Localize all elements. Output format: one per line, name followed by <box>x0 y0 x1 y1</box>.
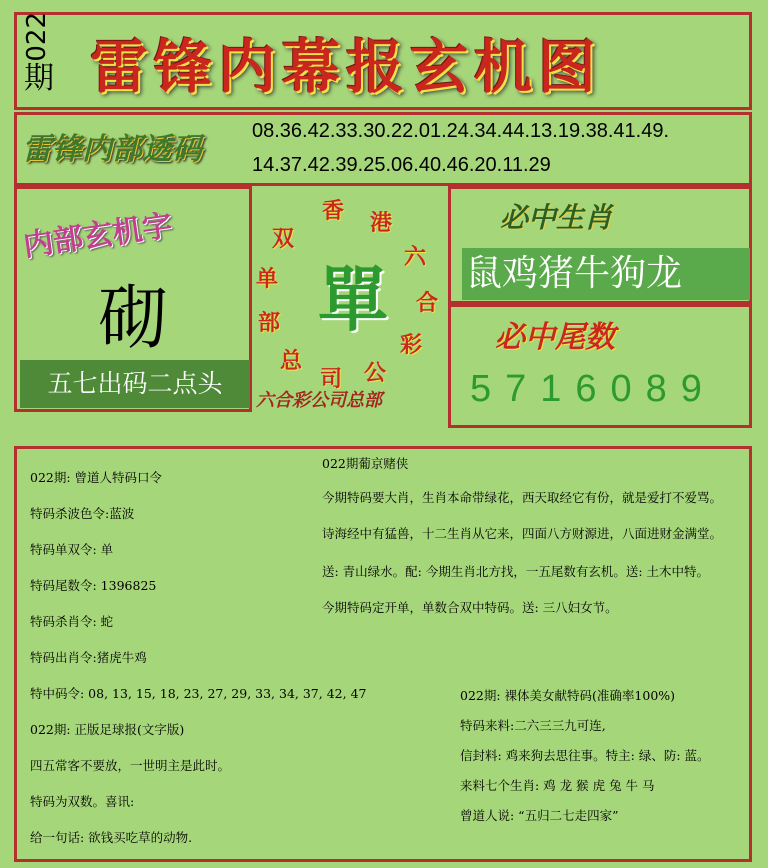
right-bottom-line: 曾道人说: “五归二七走四家” <box>460 808 619 823</box>
secret-character: 砌 <box>98 277 168 359</box>
right-bottom-line: 信封料: 鸡来狗去思往事。特主: 绿、防: 蓝。 <box>460 748 710 763</box>
tail-value: 5716089 <box>470 368 716 410</box>
ring-char: 六 <box>404 244 427 270</box>
ring-char: 双 <box>272 226 295 252</box>
secret-heading: 内部玄机字 <box>21 208 175 264</box>
left-line: 给一句话: 欲钱买吃草的动物. <box>30 830 193 845</box>
issue-label <box>24 12 64 108</box>
left-line: 特码单双令: 单 <box>30 542 114 557</box>
left-line: 特码尾数令: 1396825 <box>30 578 157 593</box>
ring-char: 合 <box>416 290 439 316</box>
left-line: 特码出肖令:猪虎牛鸡 <box>30 650 147 665</box>
ring-char: 香 <box>322 198 345 224</box>
ring-char: 部 <box>258 310 281 336</box>
numbers-line-2: 14.37.42.39.25.06.40.46.20.11.29 <box>252 154 551 176</box>
secret-phrase: 五七出码二点头 <box>20 360 250 408</box>
ring-char: 公 <box>364 360 387 386</box>
left-line: 特码杀波色令:蓝波 <box>30 506 135 521</box>
issue-number: 022 <box>22 12 52 62</box>
tail-heading: 必中尾数 <box>495 320 615 355</box>
center-big-char: 單 <box>318 258 388 341</box>
right-bottom-line: 来料七个生肖: 鸡 龙 猴 虎 兔 牛 马 <box>460 778 655 793</box>
issue-char: 期 <box>24 60 54 96</box>
right-bottom-line: 特码来料:二六三三九可连, <box>460 718 606 733</box>
left-line: 特中码令: 08, 13, 15, 18, 23, 27, 29, 33, 34, 37, 42, 47 <box>30 686 367 701</box>
numbers-line-1: 08.36.42.33.30.22.01.24.34.44.13.19.38.41.49. <box>252 120 670 142</box>
company-label: 六合彩公司总部 <box>256 390 382 411</box>
left-line: 特码为双数。喜讯: <box>30 794 135 809</box>
right-top-line: 诗海经中有猛兽，十二生肖从它来，四面八方财源进，八面进财金满堂。 <box>322 526 723 541</box>
left-line: 022期: 曾道人特码口令 <box>30 470 163 485</box>
ring-char: 司 <box>320 366 343 392</box>
left-line: 四五常客不要放，一世明主是此时。 <box>30 758 231 773</box>
numbers-label: 雷锋内部透码 <box>22 132 202 167</box>
page-title: 雷锋内幕报玄机图 <box>90 33 603 101</box>
left-line: 特码杀肖令: 蛇 <box>30 614 114 629</box>
ring-char: 总 <box>280 348 303 374</box>
right-bottom-line: 022期: 裸体美女献特码(准确率100%) <box>460 688 676 703</box>
zodiac-heading: 必中生肖 <box>500 201 613 234</box>
right-top-line: 022期葡京赌侠 <box>322 456 409 471</box>
right-top-line: 送: 青山绿水。配: 今期生肖北方找，一五尾数有玄机。送: 土木中特。 <box>322 564 710 579</box>
zodiac-value: 鼠鸡猪牛狗龙 <box>462 248 750 300</box>
ring-char: 港 <box>370 210 393 236</box>
right-top-line: 今期特码要大肖，生肖本命带绿花，西天取经它有份，就是爱打不爱骂。 <box>322 490 723 505</box>
left-line: 022期: 正版足球报(文字版) <box>30 722 185 737</box>
right-top-line: 今期特码定开单，单数合双中特码。送: 三八妇女节。 <box>322 600 618 615</box>
ring-char: 单 <box>256 266 279 292</box>
ring-char: 彩 <box>400 332 423 358</box>
